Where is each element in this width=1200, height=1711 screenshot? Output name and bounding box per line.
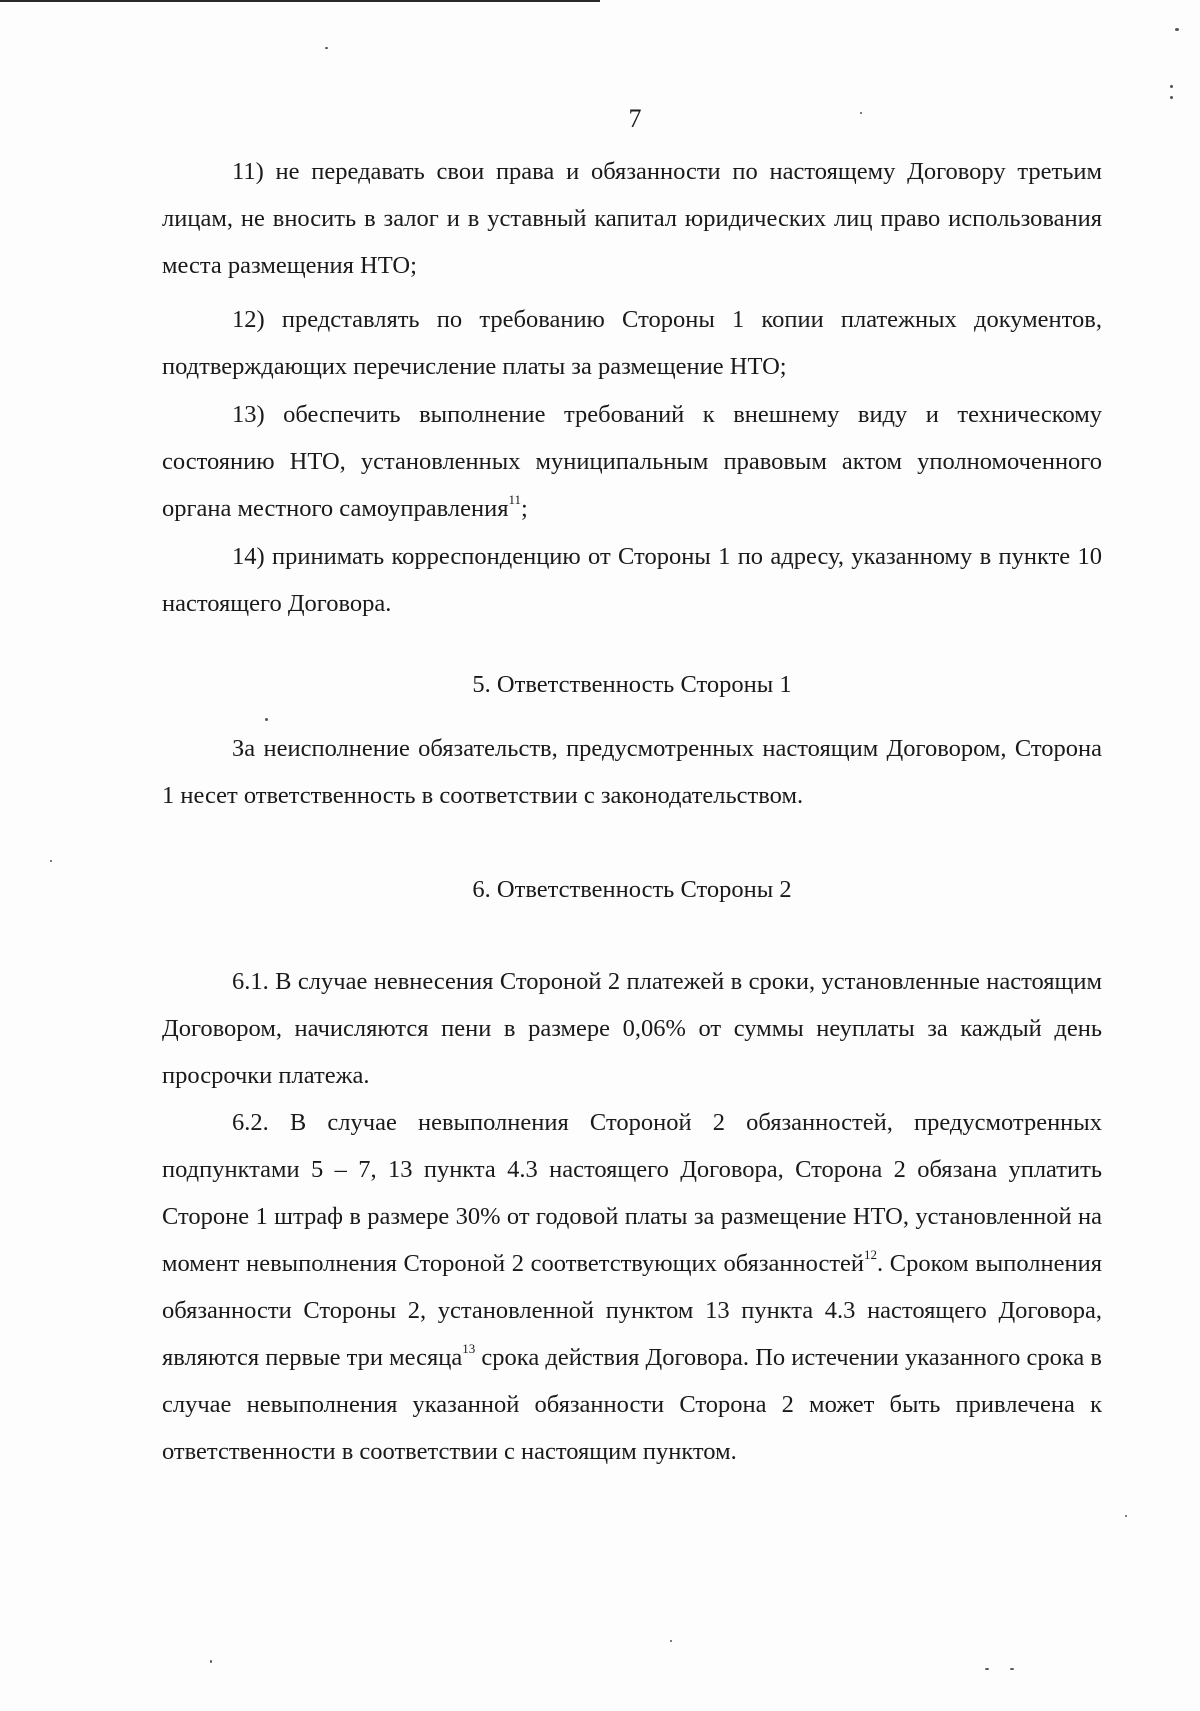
clause-6-1: 6.1. В случае невнесения Стороной 2 платежей в сроки, установленные настоящим Договором, начисляются пени в размере 0,06% от суммы неуплаты за каждый день просрочки платежа.	[162, 968, 1102, 1089]
item-14: 14) принимать корреспонденцию от Стороны 1 по адресу, указанному в пункте 10 настоящего Договора.	[162, 543, 1102, 617]
clause-6-2-part1: 6.2. В случае невыполнения Стороной 2 обязанностей, предусмотренных подпунктами 5 – 7, 13 пункта 4.3 настоящего Договора, Сторона 2 обязана уплатить Стороне 1 штраф в размере 30% от годовой платы за размещение НТО, установленной на момент невыполнения Стороной 2 соответствующих обязанностей	[162, 1109, 1102, 1277]
scan-speck	[1175, 28, 1179, 31]
scan-speck	[1010, 1668, 1014, 1670]
clause-6-2	[162, 1099, 1102, 1475]
item-11: 11) не передавать свои права и обязанности по настоящему Договору третьим лицам, не вносить в залог и в уставный капитал юридических лиц право использования места размещения НТО;	[162, 158, 1102, 279]
scan-speck	[210, 1660, 212, 1663]
item-12: 12) представлять по требованию Стороны 1 копии платежных документов, подтверждающих перечисление платы за размещение НТО;	[162, 306, 1102, 380]
item-13	[162, 391, 1102, 532]
clause-6-2-part2: . Сроком выполнения обязанности Стороны 2, установленной пунктом 13 пункта 4.3 настоящего Договора, являются первые три месяца	[162, 1250, 1102, 1371]
item-13-text: 13) обеспечить выполнение требований к внешнему виду и техническому состоянию НТО, установленных муниципальным правовым актом уполномоченного органа местного самоуправления	[162, 401, 1102, 522]
footnote-ref-13: 13	[462, 1341, 476, 1356]
page-number: 7	[628, 104, 642, 133]
section-5-heading: 5. Ответственность Стороны 1	[472, 671, 792, 698]
clause-6-2-part3: срока действия Договора. По истечении указанного срока в случае невыполнения указанной обязанности Сторона 2 может быть привлечена к ответственности в соответствии с настоящим пунктом.	[162, 1344, 1102, 1465]
scan-speck	[670, 1640, 672, 1642]
scan-speck	[325, 47, 328, 49]
scan-speck	[860, 112, 862, 114]
scan-speck	[1170, 85, 1173, 88]
footnote-ref-11: 11	[508, 492, 522, 507]
scan-speck	[1125, 1515, 1127, 1517]
section-6-heading: 6. Ответственность Стороны 2	[472, 876, 792, 903]
footnote-ref-12: 12	[864, 1247, 878, 1262]
section-5-text: За неисполнение обязательств, предусмотренных настоящим Договором, Сторона 1 несет ответственность в соответствии с законодательством.	[162, 735, 1102, 809]
scan-speck	[985, 1668, 989, 1670]
scan-top-edge	[0, 0, 600, 2]
item-13-end: ;	[521, 495, 528, 522]
scan-speck	[50, 860, 52, 862]
scan-speck	[265, 718, 268, 721]
scan-speck	[1170, 96, 1173, 99]
